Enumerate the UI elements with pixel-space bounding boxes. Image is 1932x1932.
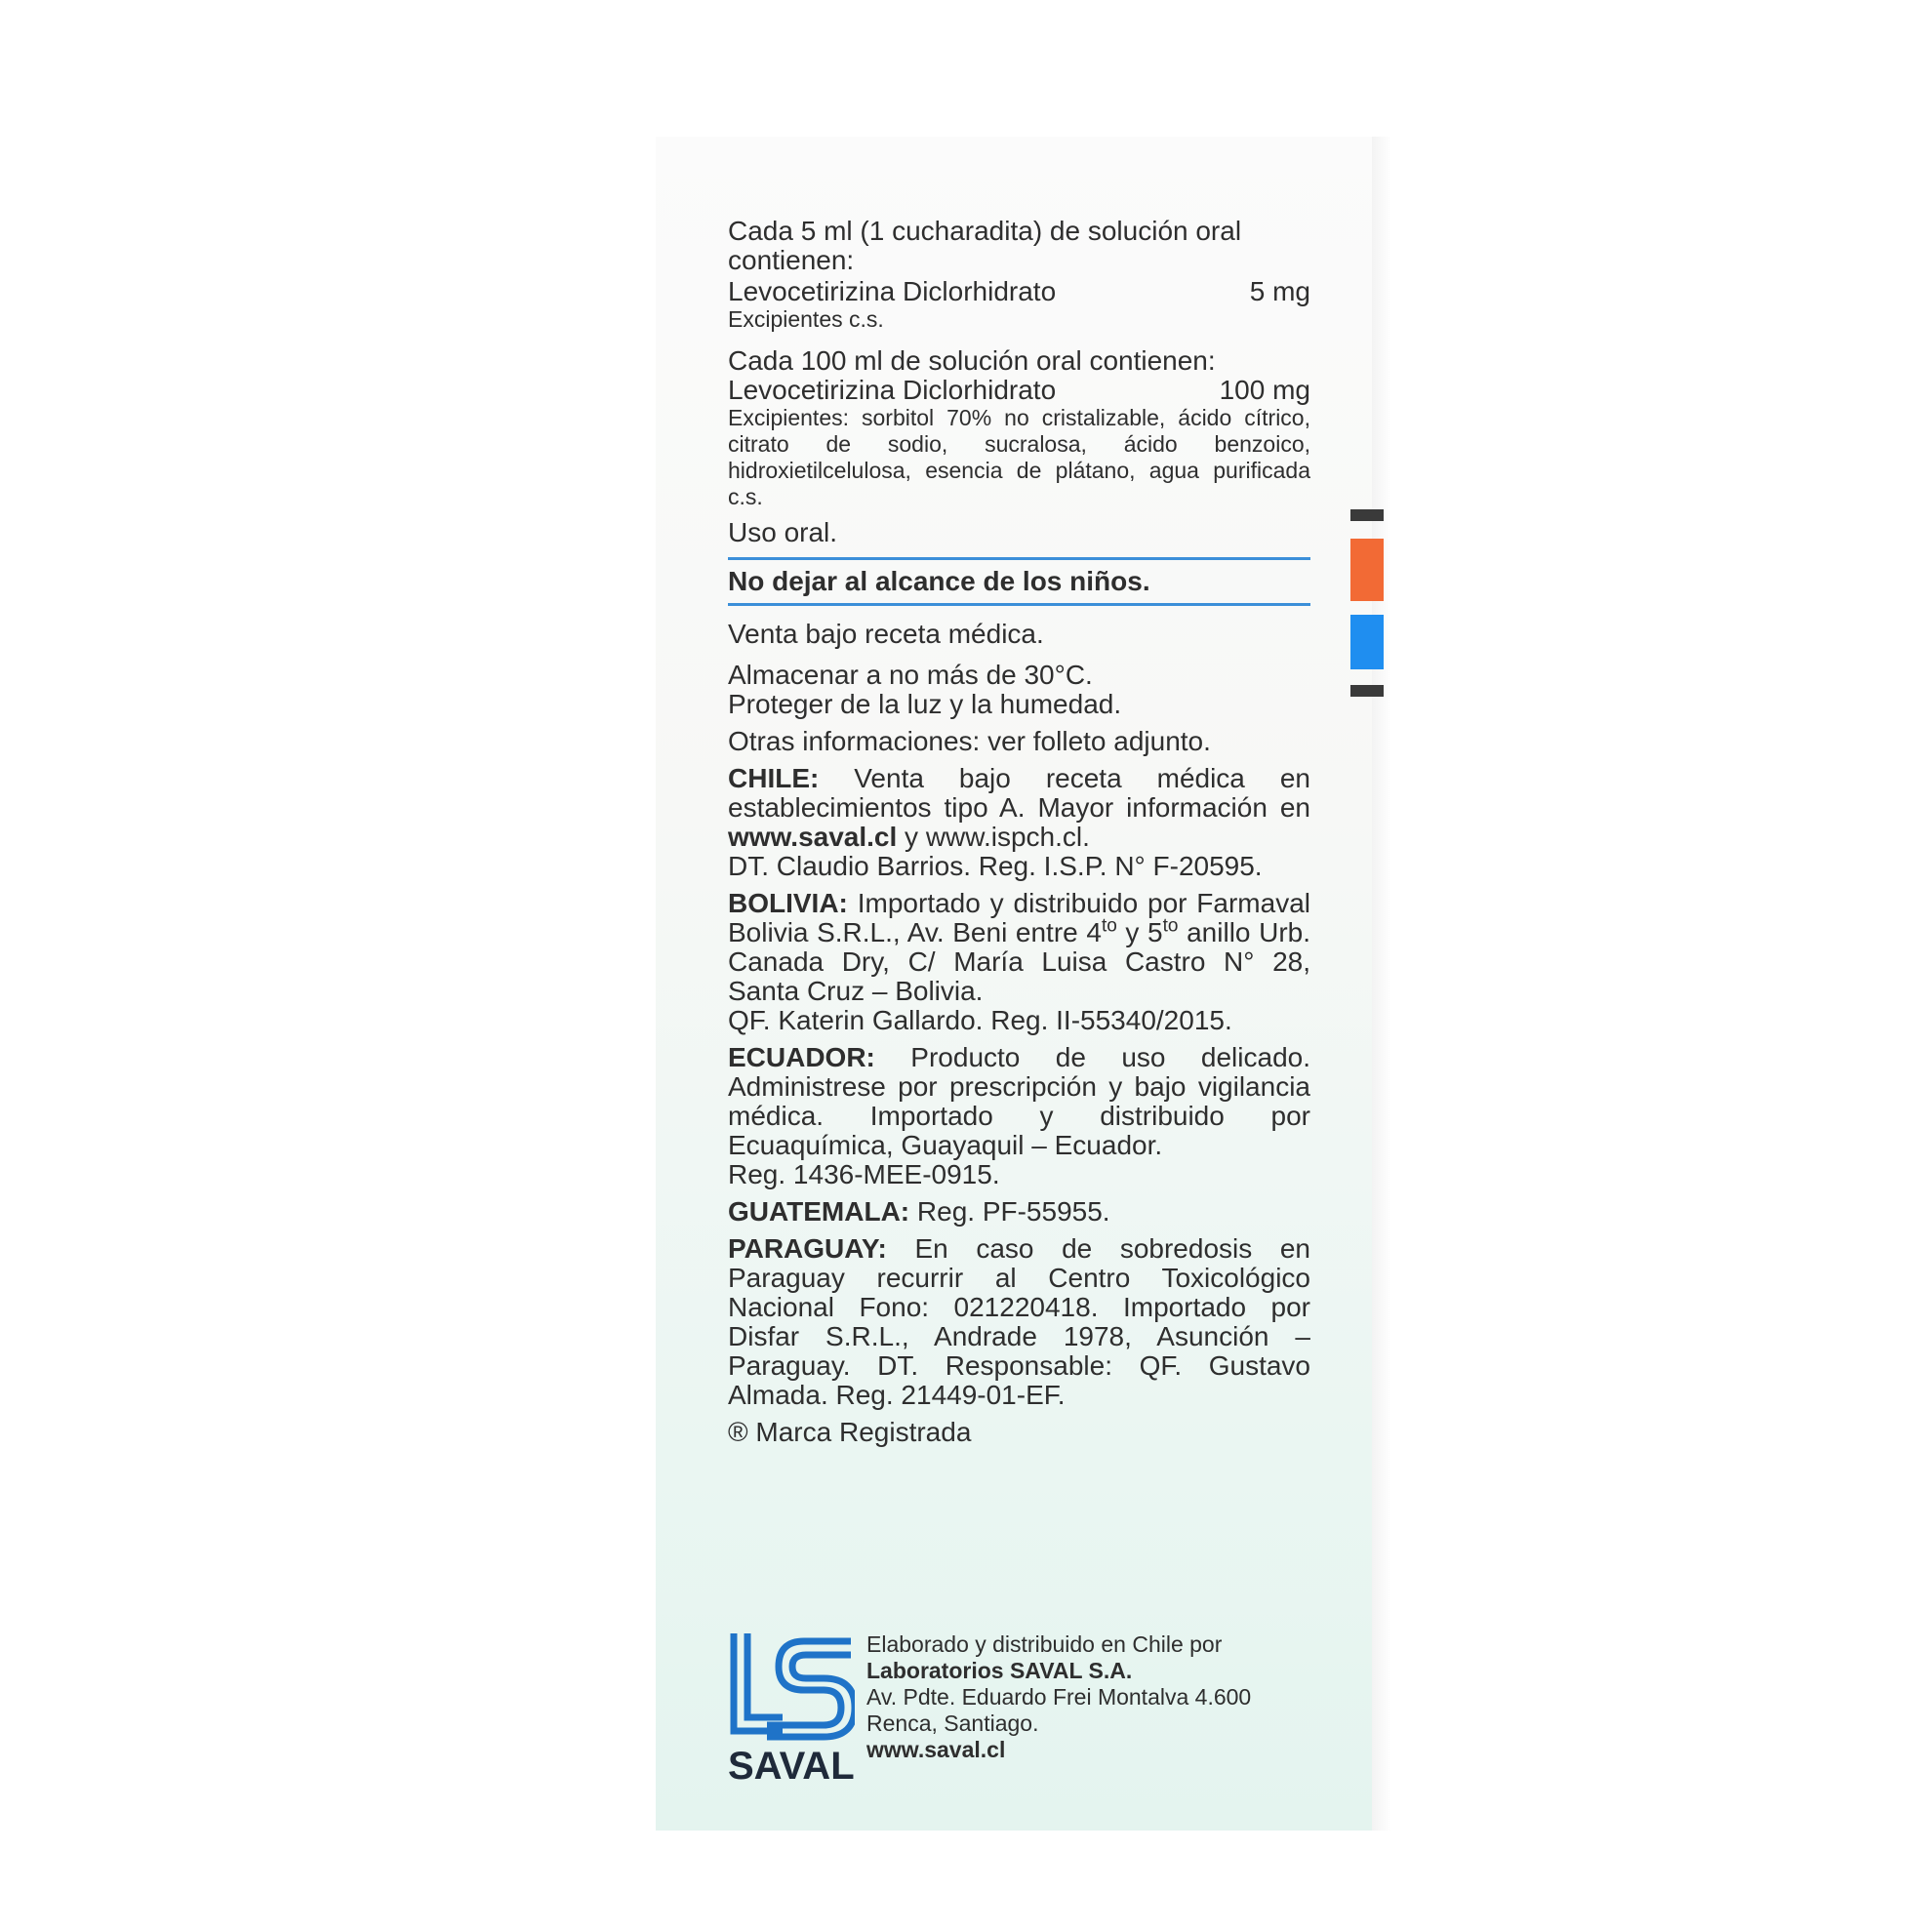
- color-bar-dark-top: [1350, 509, 1384, 521]
- manufacturer-website: www.saval.cl: [866, 1737, 1006, 1762]
- manufacturer-address-2: Renca, Santiago.: [866, 1711, 1039, 1736]
- ecuador-section: [728, 1043, 1310, 1189]
- bolivia-qf: QF. Katerin Gallardo. Reg. II-55340/2015.: [728, 1005, 1232, 1035]
- chile-dt: DT. Claudio Barrios. Reg. I.S.P. N° F-20595.: [728, 851, 1263, 881]
- composition-heading: [728, 217, 1310, 275]
- trademark-note: ® Marca Registrada: [728, 1417, 972, 1447]
- guatemala-section: [728, 1197, 1310, 1227]
- active-ingredient-100-dose: 100 mg: [1219, 375, 1310, 405]
- composition-line-2: contienen:: [728, 245, 855, 275]
- color-bar-dark-bottom: [1350, 685, 1384, 697]
- composition-active-row: [728, 277, 1310, 306]
- ecuador-label: ECUADOR:: [728, 1042, 875, 1072]
- sale-condition: Venta bajo receta médica.: [728, 619, 1044, 649]
- ecuador-text: Producto de uso delicado. Administrese por prescripción y bajo vigilancia médica. Importado y distribuido por Ecuaquímica, Guayaquil – Ecuador.: [728, 1042, 1310, 1160]
- chile-site-link: www.saval.cl: [728, 822, 898, 852]
- saval-logo-mark-icon: [728, 1630, 855, 1747]
- bolivia-section: [728, 889, 1310, 1035]
- paraguay-label: PARAGUAY:: [728, 1233, 887, 1264]
- bolivia-text-4: anillo Urb. Canada Dry, C/ María Luisa Castro N° 28, Santa Cruz – Bolivia.: [728, 917, 1310, 1006]
- child-warning: No dejar al alcance de los niños.: [728, 566, 1150, 596]
- route-of-administration: Uso oral.: [728, 517, 838, 547]
- storage-line-2: Proteger de la luz y la humedad.: [728, 689, 1122, 719]
- storage-block: [728, 661, 1310, 719]
- paraguay-section: [728, 1234, 1310, 1410]
- excipients-full: Excipientes: sorbitol 70% no cristalizable, ácido cítrico, citrato de sodio, sucralosa, ácido benzoico, hidroxietilcelulosa, esencia de plátano, agua purificada c.s.: [728, 405, 1310, 509]
- bolivia-text-2: y: [1116, 917, 1148, 947]
- warning-top-rule: [728, 557, 1310, 560]
- color-bar-orange: [1350, 539, 1384, 601]
- composition-100-active-row: [728, 376, 1310, 405]
- other-info: Otras informaciones: ver folleto adjunto.: [728, 726, 1211, 756]
- bolivia-text: Importado y distribuido por Farmaval Bolivia S.R.L., Av. Beni entre 4: [728, 888, 1310, 947]
- chile-label: CHILE:: [728, 763, 820, 793]
- warning-bottom-rule: [728, 603, 1310, 606]
- active-ingredient-100-name: Levocetirizina Diclorhidrato: [728, 375, 1057, 405]
- active-ingredient-name: Levocetirizina Diclorhidrato: [728, 276, 1057, 306]
- bolivia-sup-1: to: [1101, 915, 1117, 937]
- package-side-edge: [1372, 137, 1391, 1831]
- chile-text: Venta bajo receta médica en establecimientos tipo A. Mayor información en: [728, 763, 1310, 823]
- excipients-short: Excipientes c.s.: [728, 306, 884, 332]
- active-ingredient-dose: 5 mg: [1249, 276, 1310, 306]
- manufacturer-info: [866, 1631, 1251, 1763]
- manufacturer-footer: [728, 1630, 1313, 1786]
- manufacturer-company: Laboratorios SAVAL S.A.: [866, 1658, 1133, 1683]
- bolivia-text-3: 5: [1147, 917, 1163, 947]
- storage-line-1: Almacenar a no más de 30°C.: [728, 660, 1093, 690]
- composition-100-heading: Cada 100 ml de solución oral contienen:: [728, 345, 1216, 376]
- bolivia-sup-2: to: [1162, 915, 1179, 937]
- manufacturer-line: Elaborado y distribuido en Chile por: [866, 1631, 1223, 1657]
- guatemala-label: GUATEMALA:: [728, 1196, 910, 1227]
- saval-logo: [728, 1630, 855, 1786]
- chile-text-2: y www.ispch.cl.: [897, 822, 1090, 852]
- color-bar-blue: [1350, 615, 1384, 669]
- composition-line-1: Cada 5 ml (1 cucharadita) de solución oral: [728, 216, 1242, 246]
- manufacturer-address-1: Av. Pdte. Eduardo Frei Montalva 4.600: [866, 1684, 1252, 1710]
- guatemala-text: Reg. PF-55955.: [909, 1196, 1110, 1227]
- chile-section: [728, 764, 1310, 881]
- saval-logo-text: SAVAL: [728, 1745, 855, 1788]
- bolivia-label: BOLIVIA:: [728, 888, 848, 918]
- ecuador-reg: Reg. 1436-MEE-0915.: [728, 1159, 1000, 1189]
- label-text-block: [728, 217, 1310, 1455]
- paraguay-text: En caso de sobredosis en Paraguay recurrir al Centro Toxicológico Nacional Fono: 021220418. Importado por Disfar S.R.L., Andrade 1978, Asunción – Paraguay. DT. Responsable: QF. Gustavo Almada. Reg. 21449-01-EF.: [728, 1233, 1310, 1410]
